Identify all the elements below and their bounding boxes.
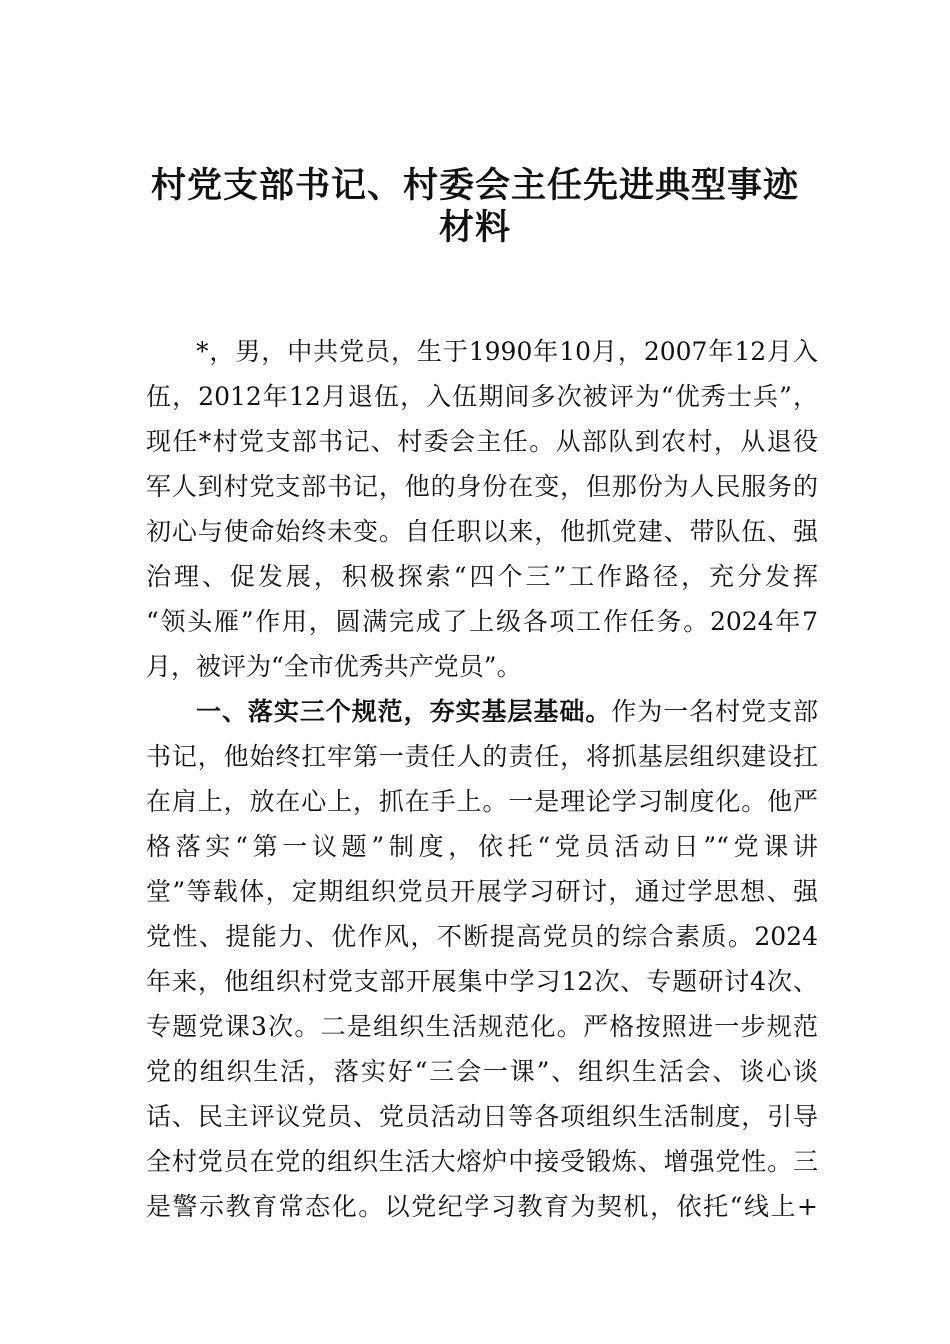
paragraph-2-line: 是警示教育常态化。以党纪学习教育为契机，依托“线上+ (146, 1192, 818, 1221)
section-heading-1: 一、落实三个规范，夯实基层基础。 (196, 697, 612, 726)
paragraph-2-line: 党的组织生活，落实好“三会一课”、组织生活会、谈心谈 (146, 1057, 818, 1086)
paragraph-2-first-line-rest: 作为一名村党支部 (611, 697, 818, 726)
document-title-line-1: 村党支部书记、村委会主任先进典型事迹 (150, 165, 799, 206)
paragraph-2-line: 在肩上，放在心上，抓在手上。一是理论学习制度化。他严 (146, 787, 818, 816)
paragraph-2-line: 书记，他始终扛牢第一责任人的责任，将抓基层组织建设扛 (146, 742, 818, 771)
paragraph-1-line: 治理、促发展，积极探索“四个三”工作路径，充分发挥 (146, 562, 818, 591)
paragraph-2-line: 党性、提能力、优作风，不断提高党员的综合素质。2024 (146, 922, 818, 951)
paragraph-1-line: 现任*村党支部书记、村委会主任。从部队到农村，从退役 (146, 427, 818, 456)
paragraph-2-first-line (146, 689, 818, 734)
paragraph-1-line: 初心与使命始终未变。自任职以来，他抓党建、带队伍、强 (146, 517, 818, 546)
document-body (146, 329, 818, 1229)
paragraph-2-line: 堂”等载体，定期组织党员开展学习研讨，通过学思想、强 (146, 877, 818, 906)
paragraph-1-line: 月，被评为“全市优秀共产党员”。 (146, 652, 522, 681)
paragraph-1-line: “领头雁”作用，圆满完成了上级各项工作任务。2024年7 (146, 607, 818, 636)
paragraph-1-line: 伍，2012年12月退伍，入伍期间多次被评为“优秀士兵”， (146, 382, 818, 411)
paragraph-2-line: 格落实“第一议题”制度，依托“党员活动日”“党课讲 (146, 832, 818, 861)
document-title-line-2: 材料 (438, 207, 511, 248)
paragraph-1-line: *，男，中共党员，生于1990年10月，2007年12月入 (196, 337, 818, 366)
paragraph-2-line: 专题党课3次。二是组织生活规范化。严格按照进一步规范 (146, 1012, 818, 1041)
paragraph-2-line: 全村党员在党的组织生活大熔炉中接受锻炼、增强党性。三 (146, 1147, 818, 1176)
paragraph-2-line: 年来，他组织村党支部开展集中学习12次、专题研讨4次、 (146, 967, 818, 996)
paragraph-1-line: 军人到村党支部书记，他的身份在变，但那份为人民服务的 (146, 472, 818, 501)
paragraph-2-line: 话、民主评议党员、党员活动日等各项组织生活制度，引导 (146, 1102, 818, 1131)
